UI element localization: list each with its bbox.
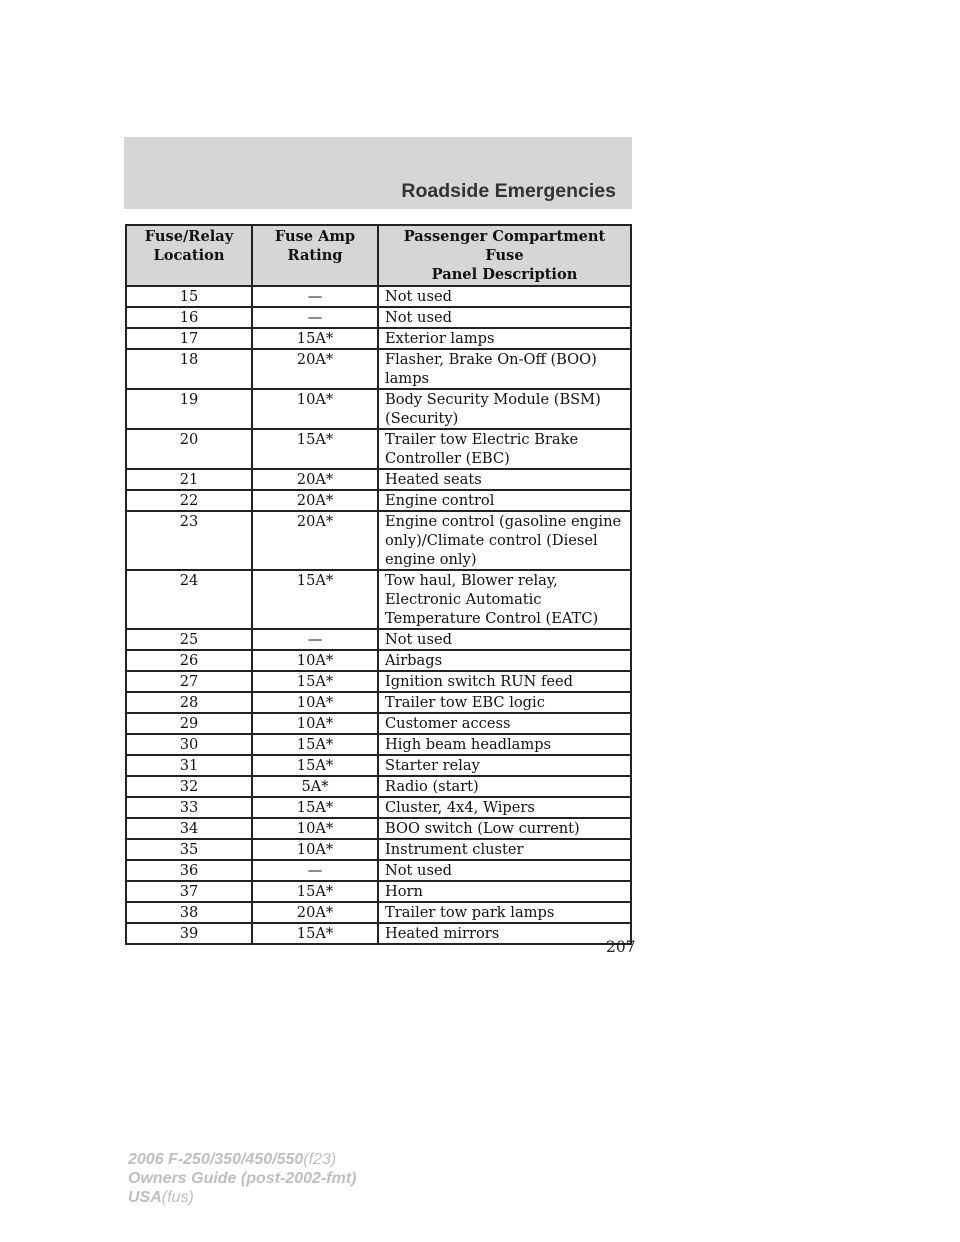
fuse-table: [125, 224, 632, 945]
fuse-location-cell: 37: [126, 881, 252, 902]
fuse-location-cell: 36: [126, 860, 252, 881]
table-row: [126, 671, 631, 692]
fuse-location-cell: 17: [126, 328, 252, 349]
fuse-location-cell: 31: [126, 755, 252, 776]
fuse-location-cell: 24: [126, 570, 252, 629]
table-body: [126, 286, 631, 944]
fuse-amp-cell: 20A*: [252, 469, 378, 490]
fuse-amp-cell: 15A*: [252, 881, 378, 902]
table-row: [126, 286, 631, 307]
table-row: [126, 776, 631, 797]
fuse-description-cell: Heated seats: [378, 469, 631, 490]
section-title: Roadside Emergencies: [401, 180, 616, 202]
table-row: [126, 860, 631, 881]
header-location: Fuse/Relay Location: [126, 225, 252, 286]
fuse-amp-cell: 10A*: [252, 692, 378, 713]
fuse-location-cell: 27: [126, 671, 252, 692]
fuse-description-cell: Exterior lamps: [378, 328, 631, 349]
table-row: [126, 692, 631, 713]
fuse-location-cell: 39: [126, 923, 252, 944]
table-row: [126, 469, 631, 490]
table-row: [126, 511, 631, 570]
fuse-description-cell: Body Security Module (BSM) (Security): [378, 389, 631, 429]
fuse-amp-cell: —: [252, 307, 378, 328]
fuse-amp-cell: 10A*: [252, 818, 378, 839]
table-row: [126, 734, 631, 755]
fuse-description-cell: Not used: [378, 307, 631, 328]
fuse-amp-cell: 15A*: [252, 671, 378, 692]
fuse-description-cell: High beam headlamps: [378, 734, 631, 755]
table-row: [126, 923, 631, 944]
fuse-description-cell: Engine control: [378, 490, 631, 511]
fuse-amp-cell: —: [252, 286, 378, 307]
fuse-location-cell: 28: [126, 692, 252, 713]
fuse-description-cell: Airbags: [378, 650, 631, 671]
document-footer: [128, 1150, 356, 1207]
fuse-description-cell: Engine control (gasoline engine only)/Climate control (Diesel engine only): [378, 511, 631, 570]
footer-line-1: 2006 F-250/350/450/550(f23): [128, 1151, 337, 1168]
fuse-description-cell: Horn: [378, 881, 631, 902]
fuse-description-cell: Flasher, Brake On-Off (BOO) lamps: [378, 349, 631, 389]
fuse-amp-cell: 15A*: [252, 570, 378, 629]
fuse-description-cell: Trailer tow Electric Brake Controller (EBC): [378, 429, 631, 469]
fuse-location-cell: 33: [126, 797, 252, 818]
fuse-amp-cell: 10A*: [252, 389, 378, 429]
fuse-amp-cell: 10A*: [252, 713, 378, 734]
table-row: [126, 797, 631, 818]
fuse-location-cell: 35: [126, 839, 252, 860]
table-row: [126, 307, 631, 328]
fuse-description-cell: Customer access: [378, 713, 631, 734]
fuse-location-cell: 32: [126, 776, 252, 797]
table-row: [126, 839, 631, 860]
fuse-description-cell: Ignition switch RUN feed: [378, 671, 631, 692]
fuse-description-cell: Trailer tow EBC logic: [378, 692, 631, 713]
fuse-description-cell: Heated mirrors: [378, 923, 631, 944]
fuse-description-cell: Radio (start): [378, 776, 631, 797]
fuse-location-cell: 22: [126, 490, 252, 511]
table-row: [126, 328, 631, 349]
fuse-location-cell: 25: [126, 629, 252, 650]
table-row: [126, 629, 631, 650]
header-description: Passenger Compartment Fuse Panel Description: [378, 225, 631, 286]
table-row: [126, 881, 631, 902]
fuse-location-cell: 18: [126, 349, 252, 389]
fuse-location-cell: 34: [126, 818, 252, 839]
fuse-amp-cell: 15A*: [252, 755, 378, 776]
table-row: [126, 755, 631, 776]
fuse-amp-cell: 10A*: [252, 839, 378, 860]
fuse-amp-cell: 20A*: [252, 511, 378, 570]
fuse-description-cell: Cluster, 4x4, Wipers: [378, 797, 631, 818]
table-header-row: [126, 225, 631, 286]
page-number: 207: [606, 938, 636, 956]
fuse-amp-cell: —: [252, 629, 378, 650]
fuse-description-cell: Not used: [378, 860, 631, 881]
fuse-amp-cell: 15A*: [252, 734, 378, 755]
fuse-amp-cell: 20A*: [252, 490, 378, 511]
fuse-amp-cell: 10A*: [252, 650, 378, 671]
section-header-band: [124, 137, 632, 209]
fuse-location-cell: 29: [126, 713, 252, 734]
fuse-amp-cell: 5A*: [252, 776, 378, 797]
fuse-description-cell: Starter relay: [378, 755, 631, 776]
table-row: [126, 349, 631, 389]
fuse-amp-cell: 15A*: [252, 429, 378, 469]
fuse-amp-cell: 20A*: [252, 902, 378, 923]
fuse-description-cell: Tow haul, Blower relay, Electronic Automatic Temperature Control (EATC): [378, 570, 631, 629]
table-row: [126, 902, 631, 923]
fuse-location-cell: 21: [126, 469, 252, 490]
fuse-location-cell: 19: [126, 389, 252, 429]
table-row: [126, 650, 631, 671]
table-row: [126, 490, 631, 511]
table-row: [126, 818, 631, 839]
fuse-amp-cell: —: [252, 860, 378, 881]
fuse-location-cell: 30: [126, 734, 252, 755]
footer-line-3: USA(fus): [128, 1189, 194, 1206]
fuse-amp-cell: 15A*: [252, 328, 378, 349]
fuse-description-cell: BOO switch (Low current): [378, 818, 631, 839]
fuse-description-cell: Not used: [378, 286, 631, 307]
fuse-description-cell: Instrument cluster: [378, 839, 631, 860]
header-amp-rating: Fuse Amp Rating: [252, 225, 378, 286]
fuse-amp-cell: 15A*: [252, 797, 378, 818]
fuse-description-cell: Not used: [378, 629, 631, 650]
fuse-description-cell: Trailer tow park lamps: [378, 902, 631, 923]
fuse-location-cell: 38: [126, 902, 252, 923]
fuse-location-cell: 16: [126, 307, 252, 328]
fuse-amp-cell: 20A*: [252, 349, 378, 389]
fuse-location-cell: 20: [126, 429, 252, 469]
fuse-location-cell: 26: [126, 650, 252, 671]
fuse-location-cell: 23: [126, 511, 252, 570]
table-row: [126, 429, 631, 469]
table-row: [126, 389, 631, 429]
fuse-location-cell: 15: [126, 286, 252, 307]
fuse-amp-cell: 15A*: [252, 923, 378, 944]
table-row: [126, 713, 631, 734]
table-row: [126, 570, 631, 629]
footer-line-2: Owners Guide (post-2002-fmt): [128, 1170, 357, 1187]
